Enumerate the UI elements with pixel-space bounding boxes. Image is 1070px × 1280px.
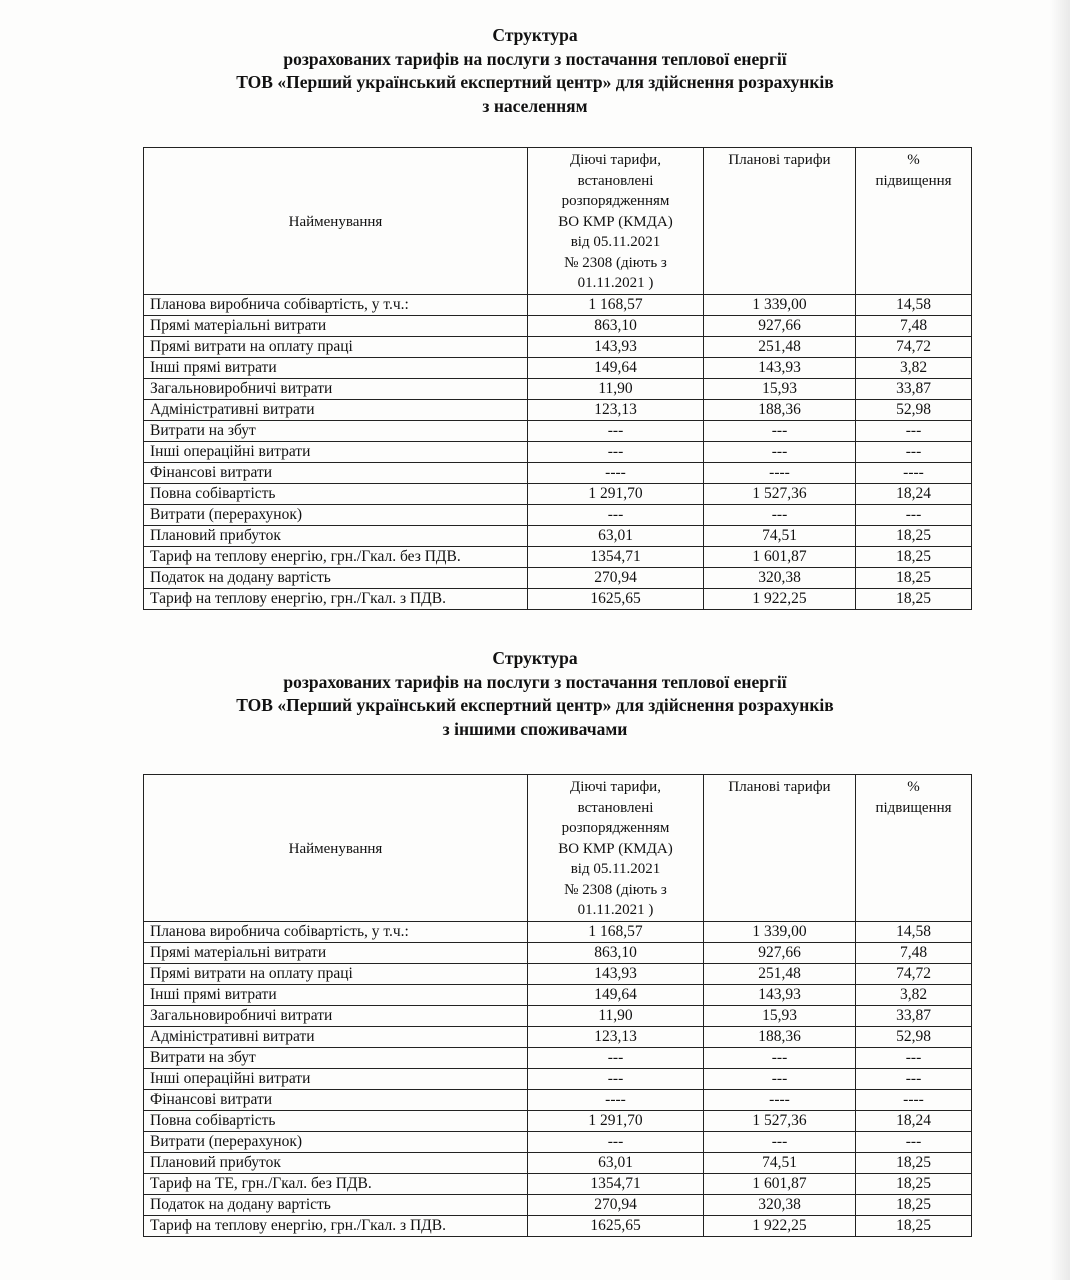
row-name: Тариф на теплову енергію, грн./Гкал. без ПДВ. [144, 546, 528, 567]
table-row [144, 336, 972, 357]
increase-cell: 18,25 [856, 1194, 972, 1215]
table-row [144, 420, 972, 441]
row-name: Тариф на ТЕ, грн./Гкал. без ПДВ. [144, 1173, 528, 1194]
current-tariff-cell: 1 291,70 [528, 483, 704, 504]
header-current-tariffs [528, 775, 704, 922]
planned-tariff-cell: 251,48 [704, 336, 856, 357]
header-line: % [907, 779, 920, 795]
increase-cell: 74,72 [856, 336, 972, 357]
row-name: Витрати на збут [144, 420, 528, 441]
increase-cell: 7,48 [856, 315, 972, 336]
planned-tariff-cell: 927,66 [704, 315, 856, 336]
tariff-table [143, 147, 972, 610]
row-name: Витрати (перерахунок) [144, 1131, 528, 1152]
current-tariff-cell: --- [528, 441, 704, 462]
planned-tariff-cell: 251,48 [704, 963, 856, 984]
current-tariff-cell: 1625,65 [528, 588, 704, 609]
table-row [144, 963, 972, 984]
table-row [144, 294, 972, 315]
increase-cell: --- [856, 420, 972, 441]
planned-tariff-cell: 1 601,87 [704, 1173, 856, 1194]
header-line: № 2308 (діють з [564, 881, 667, 898]
table-row [144, 378, 972, 399]
table-row [144, 357, 972, 378]
row-name: Повна собівартість [144, 483, 528, 504]
table-row [144, 546, 972, 567]
current-tariff-cell: --- [528, 504, 704, 525]
header-line: 01.11.2021 ) [577, 902, 654, 918]
current-tariff-cell: ---- [528, 1089, 704, 1110]
planned-tariff-cell: ---- [704, 462, 856, 483]
increase-cell: 18,25 [856, 588, 972, 609]
planned-tariff-cell: 1 601,87 [704, 546, 856, 567]
table-row [144, 399, 972, 420]
current-tariff-cell: 863,10 [528, 942, 704, 963]
table-header-row [144, 775, 972, 922]
table-row [144, 588, 972, 609]
increase-cell: 18,24 [856, 483, 972, 504]
planned-tariff-cell: 320,38 [704, 567, 856, 588]
current-tariff-cell: 143,93 [528, 336, 704, 357]
increase-cell: 18,25 [856, 567, 972, 588]
header-line: від 05.11.2021 [570, 234, 661, 250]
current-tariff-cell: --- [528, 420, 704, 441]
header-line: розпорядженням [561, 820, 670, 836]
increase-cell: 3,82 [856, 357, 972, 378]
increase-cell: 3,82 [856, 984, 972, 1005]
current-tariff-cell: ---- [528, 462, 704, 483]
current-tariff-cell: 143,93 [528, 963, 704, 984]
header-line: встановлені [577, 799, 654, 816]
planned-tariff-cell: --- [704, 1068, 856, 1089]
title-line: Структура [492, 25, 578, 45]
increase-cell: 33,87 [856, 1005, 972, 1026]
planned-tariff-cell: 188,36 [704, 399, 856, 420]
table-row [144, 921, 972, 942]
increase-cell: ---- [856, 1089, 972, 1110]
header-line: ВО КМР (КМДА) [558, 840, 673, 857]
planned-tariff-cell: 188,36 [704, 1026, 856, 1047]
increase-cell: 18,25 [856, 525, 972, 546]
current-tariff-cell: 863,10 [528, 315, 704, 336]
table-row [144, 1089, 972, 1110]
planned-tariff-cell: 74,51 [704, 525, 856, 546]
row-name: Загальновиробничі витрати [144, 1005, 528, 1026]
title-line: ТОВ «Перший український експертний центр» для здійснення розрахунків [236, 695, 834, 715]
current-tariff-cell: 123,13 [528, 399, 704, 420]
header-line: № 2308 (діють з [564, 254, 667, 271]
increase-cell: 7,48 [856, 942, 972, 963]
table-row [144, 567, 972, 588]
row-name: Витрати на збут [144, 1047, 528, 1068]
row-name: Плановий прибуток [144, 1152, 528, 1173]
row-name: Інші операційні витрати [144, 441, 528, 462]
row-name: Податок на додану вартість [144, 1194, 528, 1215]
row-name: Плановий прибуток [144, 525, 528, 546]
header-line: 01.11.2021 ) [577, 275, 654, 291]
planned-tariff-cell: 320,38 [704, 1194, 856, 1215]
planned-tariff-cell: 74,51 [704, 1152, 856, 1173]
table-header-row [144, 148, 972, 295]
planned-tariff-cell: --- [704, 441, 856, 462]
row-name: Планова виробнича собівартість, у т.ч.: [144, 294, 528, 315]
header-line: ВО КМР (КМДА) [558, 213, 673, 230]
increase-cell: 18,25 [856, 1173, 972, 1194]
table-row [144, 1047, 972, 1068]
increase-cell: 52,98 [856, 1026, 972, 1047]
current-tariff-cell: --- [528, 1047, 704, 1068]
section-title [0, 647, 1070, 741]
current-tariff-cell: 1354,71 [528, 546, 704, 567]
current-tariff-cell: 270,94 [528, 1194, 704, 1215]
row-name: Планова виробнича собівартість, у т.ч.: [144, 921, 528, 942]
row-name: Адміністративні витрати [144, 399, 528, 420]
current-tariff-cell: 270,94 [528, 567, 704, 588]
row-name: Тариф на теплову енергію, грн./Гкал. з ПДВ. [144, 588, 528, 609]
current-tariff-cell: 1625,65 [528, 1215, 704, 1236]
table-row [144, 504, 972, 525]
table-row [144, 1194, 972, 1215]
planned-tariff-cell: --- [704, 504, 856, 525]
current-tariff-cell: 63,01 [528, 525, 704, 546]
table-row [144, 1110, 972, 1131]
row-name: Адміністративні витрати [144, 1026, 528, 1047]
planned-tariff-cell: 1 339,00 [704, 294, 856, 315]
planned-tariff-cell: 1 339,00 [704, 921, 856, 942]
increase-cell: --- [856, 1131, 972, 1152]
row-name: Фінансові витрати [144, 462, 528, 483]
header-line: розпорядженням [561, 193, 670, 209]
table-row [144, 483, 972, 504]
section-title [0, 24, 1070, 118]
increase-cell: --- [856, 441, 972, 462]
planned-tariff-cell: 1 922,25 [704, 588, 856, 609]
current-tariff-cell: 11,90 [528, 378, 704, 399]
title-line: з населенням [482, 95, 588, 116]
table-row [144, 984, 972, 1005]
increase-cell: --- [856, 1068, 972, 1089]
increase-cell: 18,25 [856, 1152, 972, 1173]
header-name: Найменування [144, 775, 528, 922]
current-tariff-cell: 1354,71 [528, 1173, 704, 1194]
title-line: розрахованих тарифів на послуги з постачання теплової енергії [283, 671, 787, 692]
increase-cell: --- [856, 504, 972, 525]
planned-tariff-cell: 1 527,36 [704, 483, 856, 504]
planned-tariff-cell: --- [704, 1047, 856, 1068]
increase-cell: 18,25 [856, 1215, 972, 1236]
row-name: Інші прямі витрати [144, 357, 528, 378]
increase-cell: 52,98 [856, 399, 972, 420]
increase-cell: ---- [856, 462, 972, 483]
row-name: Прямі витрати на оплату праці [144, 336, 528, 357]
row-name: Прямі витрати на оплату праці [144, 963, 528, 984]
current-tariff-cell: 1 168,57 [528, 294, 704, 315]
header-increase [856, 148, 972, 295]
title-line: з іншими споживачами [442, 718, 628, 739]
header-line: Діючі тарифи, [570, 779, 661, 795]
header-increase [856, 775, 972, 922]
current-tariff-cell: --- [528, 1131, 704, 1152]
title-line: ТОВ «Перший український експертний центр» для здійснення розрахунків [236, 72, 834, 92]
row-name: Прямі матеріальні витрати [144, 942, 528, 963]
planned-tariff-cell: --- [704, 420, 856, 441]
row-name: Тариф на теплову енергію, грн./Гкал. з ПДВ. [144, 1215, 528, 1236]
current-tariff-cell: --- [528, 1068, 704, 1089]
title-line: Структура [492, 648, 578, 668]
header-name: Найменування [144, 148, 528, 295]
increase-cell: 33,87 [856, 378, 972, 399]
header-line: % [907, 152, 920, 168]
row-name: Повна собівартість [144, 1110, 528, 1131]
increase-cell: --- [856, 1047, 972, 1068]
header-planned-tariffs: Планові тарифи [704, 148, 856, 295]
header-current-tariffs [528, 148, 704, 295]
header-planned-tariffs: Планові тарифи [704, 775, 856, 922]
current-tariff-cell: 63,01 [528, 1152, 704, 1173]
planned-tariff-cell: 15,93 [704, 1005, 856, 1026]
planned-tariff-cell: 927,66 [704, 942, 856, 963]
planned-tariff-cell: --- [704, 1131, 856, 1152]
row-name: Загальновиробничі витрати [144, 378, 528, 399]
current-tariff-cell: 11,90 [528, 1005, 704, 1026]
planned-tariff-cell: 1 527,36 [704, 1110, 856, 1131]
table-row [144, 1005, 972, 1026]
planned-tariff-cell: ---- [704, 1089, 856, 1110]
current-tariff-cell: 149,64 [528, 357, 704, 378]
page-edge-shadow [1050, 0, 1070, 1280]
table-row [144, 462, 972, 483]
planned-tariff-cell: 143,93 [704, 357, 856, 378]
row-name: Податок на додану вартість [144, 567, 528, 588]
header-line: Діючі тарифи, [570, 152, 661, 168]
current-tariff-cell: 1 291,70 [528, 1110, 704, 1131]
increase-cell: 18,25 [856, 546, 972, 567]
tariff-table [143, 774, 972, 1237]
row-name: Витрати (перерахунок) [144, 504, 528, 525]
current-tariff-cell: 149,64 [528, 984, 704, 1005]
increase-cell: 14,58 [856, 921, 972, 942]
table-row [144, 1131, 972, 1152]
table-row [144, 1026, 972, 1047]
row-name: Інші операційні витрати [144, 1068, 528, 1089]
header-line: підвищення [875, 799, 952, 816]
planned-tariff-cell: 143,93 [704, 984, 856, 1005]
table-row [144, 1173, 972, 1194]
current-tariff-cell: 1 168,57 [528, 921, 704, 942]
increase-cell: 14,58 [856, 294, 972, 315]
current-tariff-cell: 123,13 [528, 1026, 704, 1047]
increase-cell: 18,24 [856, 1110, 972, 1131]
table-row [144, 1215, 972, 1236]
table-row [144, 525, 972, 546]
planned-tariff-cell: 1 922,25 [704, 1215, 856, 1236]
row-name: Інші прямі витрати [144, 984, 528, 1005]
planned-tariff-cell: 15,93 [704, 378, 856, 399]
row-name: Фінансові витрати [144, 1089, 528, 1110]
row-name: Прямі матеріальні витрати [144, 315, 528, 336]
title-line: розрахованих тарифів на послуги з постачання теплової енергії [283, 48, 787, 69]
table-row [144, 1152, 972, 1173]
header-line: від 05.11.2021 [570, 861, 661, 877]
table-row [144, 441, 972, 462]
increase-cell: 74,72 [856, 963, 972, 984]
table-row [144, 942, 972, 963]
header-line: підвищення [875, 172, 952, 189]
table-row [144, 315, 972, 336]
header-line: встановлені [577, 172, 654, 189]
table-row [144, 1068, 972, 1089]
